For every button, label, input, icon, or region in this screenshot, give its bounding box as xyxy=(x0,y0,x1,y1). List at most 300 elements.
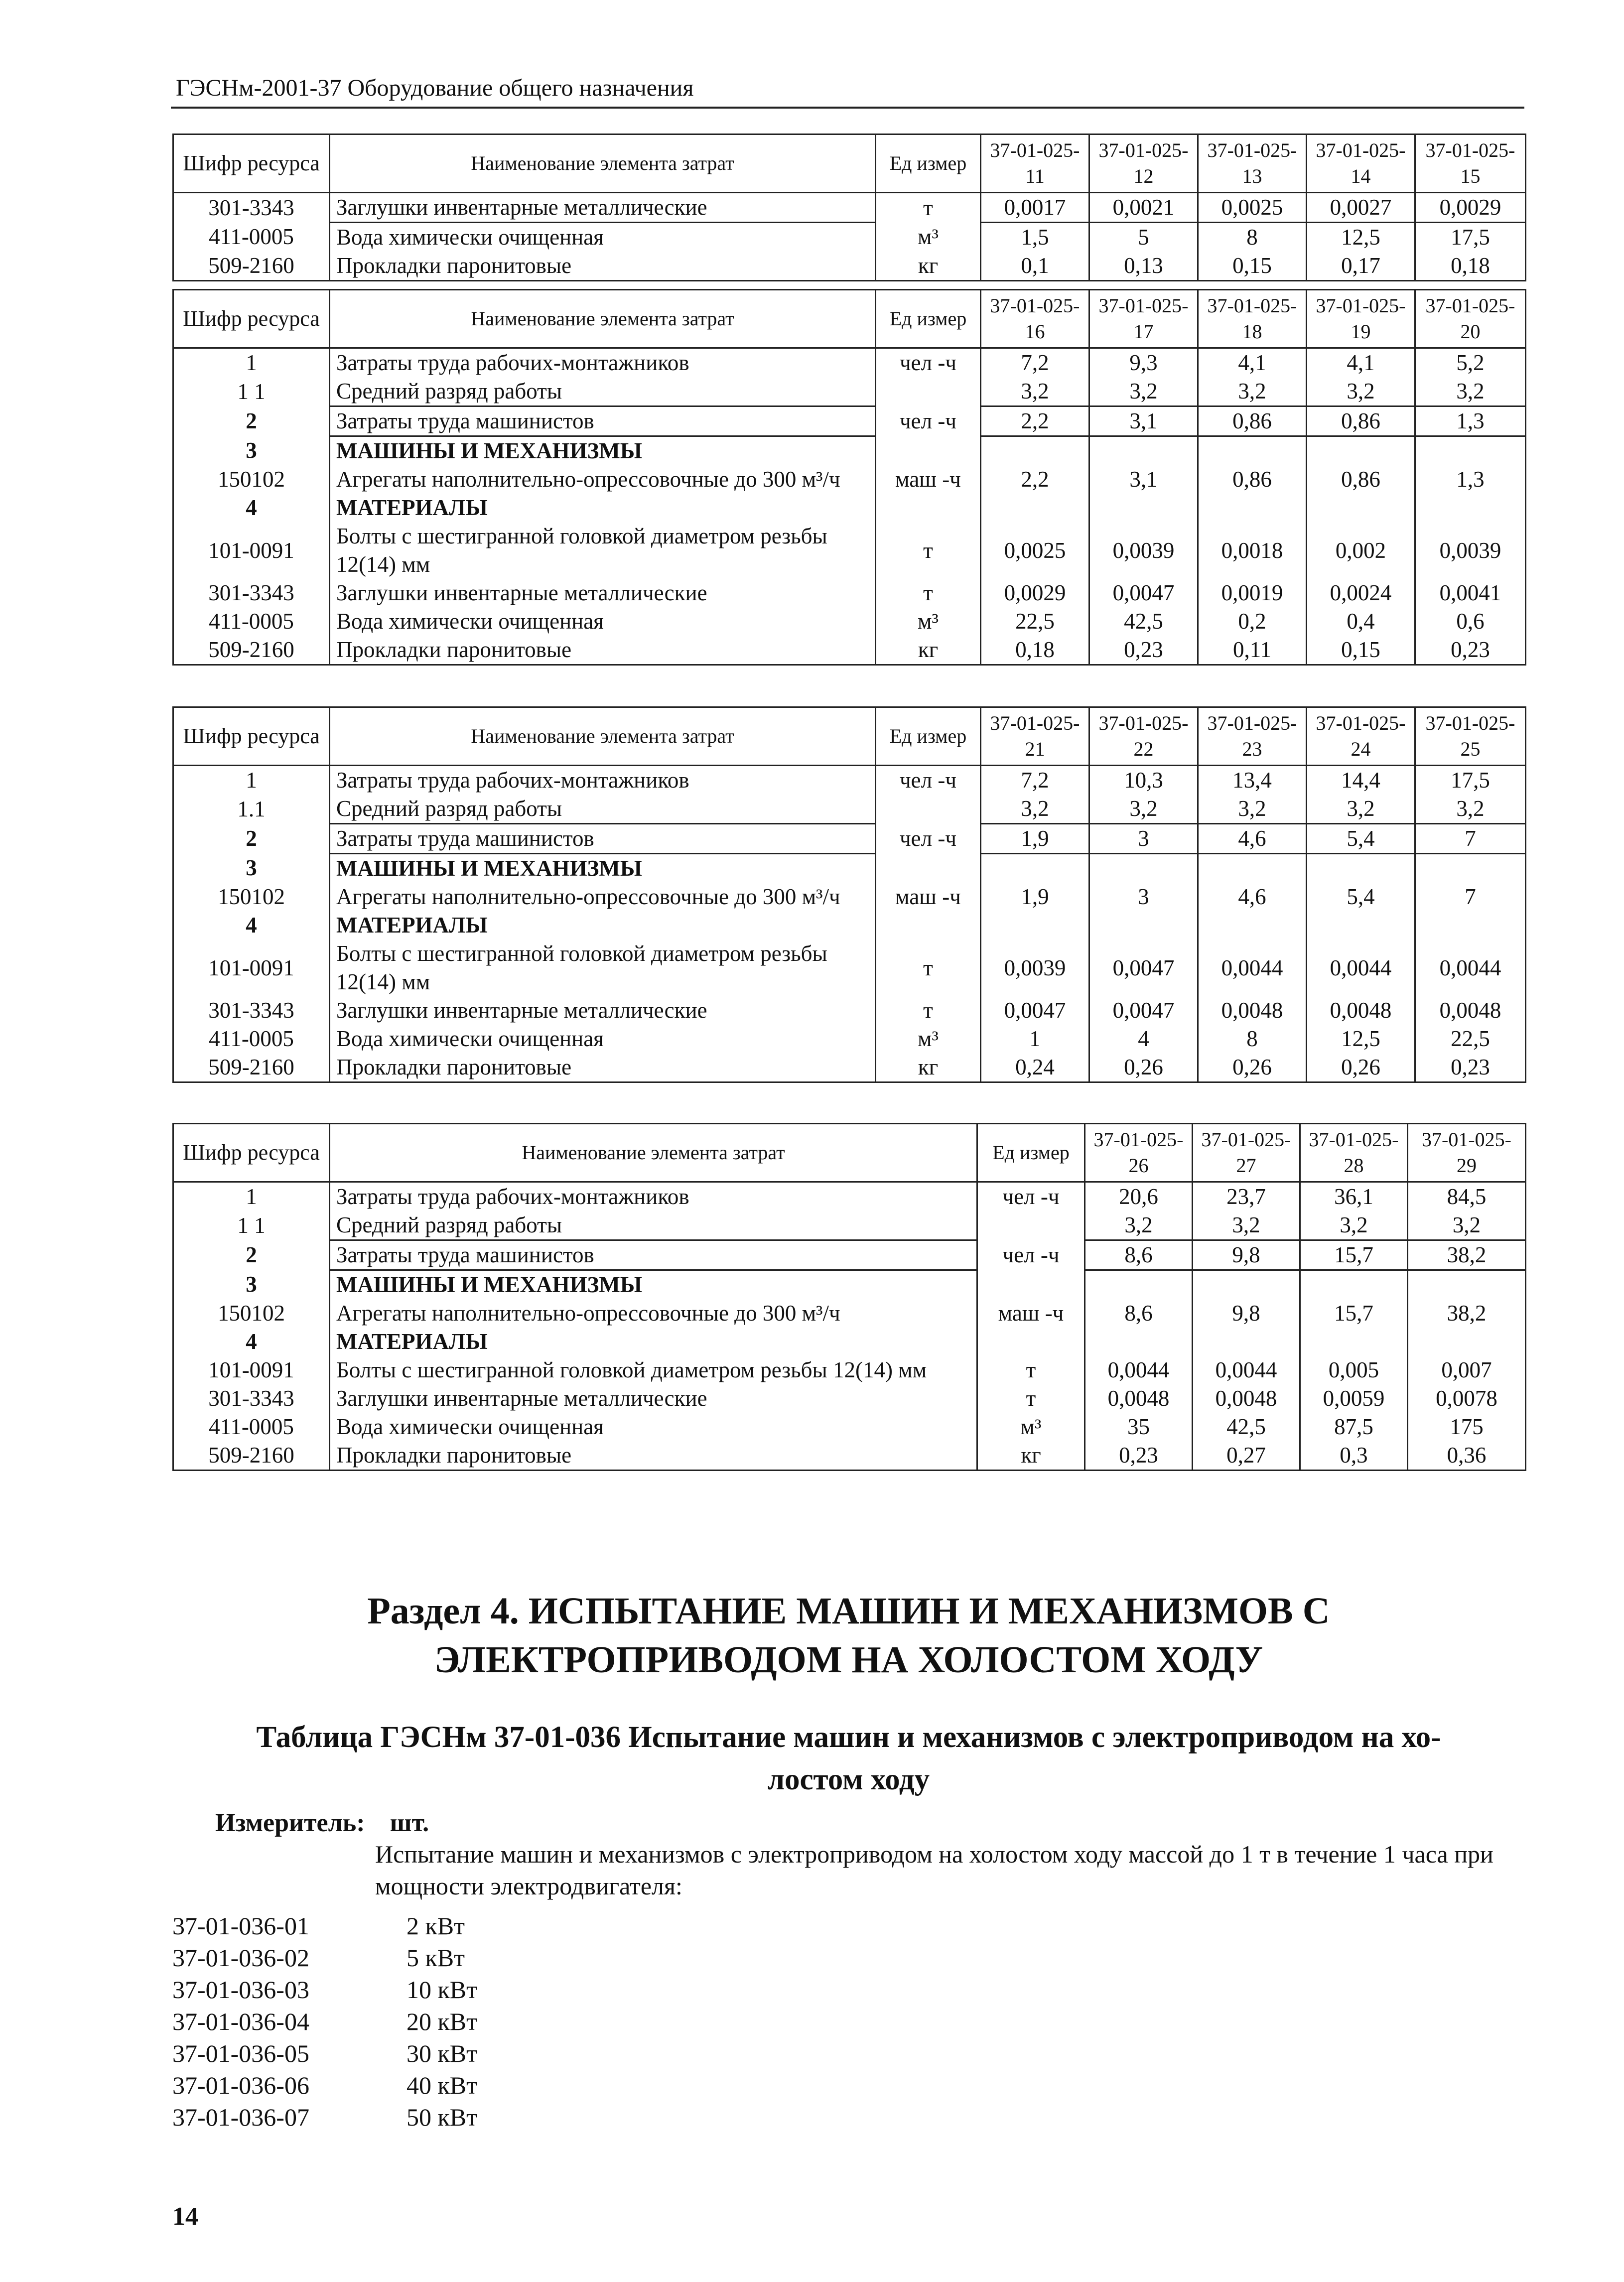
norm-code: 37-01-036-07 xyxy=(172,2103,309,2131)
resource-name: Прокладки паронитовые xyxy=(330,1053,876,1082)
resource-value: 0,18 xyxy=(1415,252,1526,281)
table-description: Испытание машин и механизмов с электроприводом на холостом ходу массой до 1 т в течение 1 часа при мощности электродвигателя: xyxy=(375,1840,1493,1900)
resource-value: 35 xyxy=(1085,1413,1193,1441)
resource-value: 0,86 xyxy=(1198,406,1307,436)
resource-name: Агрегаты наполнительно-опрессовочные до 300 м³/ч xyxy=(330,883,876,911)
table-row xyxy=(173,1441,1526,1471)
resource-unit: чел -ч xyxy=(876,766,981,795)
resource-value: 0,0047 xyxy=(1089,996,1198,1025)
resource-name: Средний разряд работы xyxy=(330,377,876,406)
resource-value: 9,8 xyxy=(1193,1299,1300,1328)
resource-value: 3,2 xyxy=(1307,377,1415,406)
resource-value: 1,3 xyxy=(1415,406,1526,436)
norm-power: 20 кВт xyxy=(406,2008,477,2035)
resource-value: 3,2 xyxy=(1198,795,1307,824)
resource-unit: чел -ч xyxy=(876,406,981,436)
resource-name: Болты с шестигранной головкой диаметром резьбы 12(14) мм xyxy=(330,940,876,996)
resource-unit: чел -ч xyxy=(977,1240,1085,1270)
resource-name: Вода химически очищенная xyxy=(330,223,876,252)
column-header-name: Наименование элемента затрат xyxy=(330,134,876,193)
table-header-row xyxy=(173,707,1526,766)
table-row xyxy=(173,436,1526,466)
resource-value: 0,26 xyxy=(1307,1053,1415,1082)
column-header-norm: 37-01-025-26 xyxy=(1085,1124,1193,1182)
resource-value: 4,6 xyxy=(1198,824,1307,854)
table-row xyxy=(173,1182,1526,1211)
resource-code: 150102 xyxy=(173,883,330,911)
resource-value: 38,2 xyxy=(1408,1299,1526,1328)
column-header-norm: 37-01-025-13 xyxy=(1198,134,1307,193)
column-header-norm: 37-01-025-22 xyxy=(1089,707,1198,766)
resource-unit: кг xyxy=(977,1441,1085,1471)
column-header-unit: Ед измер xyxy=(876,134,981,193)
section-code: 3 xyxy=(173,854,330,883)
resource-code: 1 xyxy=(173,348,330,378)
resource-value: 8,6 xyxy=(1085,1299,1193,1328)
resource-name: Агрегаты наполнительно-опрессовочные до 300 м³/ч xyxy=(330,465,876,494)
resource-value: 8,6 xyxy=(1085,1240,1193,1270)
resource-value: 0,26 xyxy=(1198,1053,1307,1082)
resource-code: 1 1 xyxy=(173,377,330,406)
resource-value: 3,2 xyxy=(1085,1211,1193,1240)
resource-value: 9,8 xyxy=(1193,1240,1300,1270)
resource-unit: кг xyxy=(876,1053,981,1082)
resource-value: 0,0047 xyxy=(1089,940,1198,996)
resource-value: 0,0019 xyxy=(1198,579,1307,607)
section-code: 3 xyxy=(173,436,330,466)
resource-value: 2,2 xyxy=(981,465,1089,494)
resource-value: 5,4 xyxy=(1307,824,1415,854)
section-code: 4 xyxy=(173,494,330,522)
resource-value: 0,0048 xyxy=(1198,996,1307,1025)
resource-value: 0,23 xyxy=(1085,1441,1193,1471)
norm-code: 37-01-036-03 xyxy=(172,1976,309,2004)
resource-value: 4 xyxy=(1089,1025,1198,1053)
norm-list xyxy=(172,1910,477,2133)
resource-value: 0,007 xyxy=(1408,1356,1526,1384)
resource-value: 14,4 xyxy=(1307,766,1415,795)
resource-unit: т xyxy=(876,579,981,607)
resource-table-4 xyxy=(172,1123,1526,1471)
resource-value: 0,0029 xyxy=(1415,193,1526,223)
column-header-norm: 37-01-025-17 xyxy=(1089,290,1198,348)
table-row xyxy=(173,636,1526,665)
resource-value: 0,2 xyxy=(1198,607,1307,636)
resource-code: 101-0091 xyxy=(173,1356,330,1384)
resource-value: 8 xyxy=(1198,1025,1307,1053)
table-row xyxy=(173,522,1526,579)
resource-code: 301-3343 xyxy=(173,1384,330,1413)
resource-value: 0,0039 xyxy=(1415,522,1526,579)
section-code: 4 xyxy=(173,911,330,940)
column-header-norm: 37-01-025-19 xyxy=(1307,290,1415,348)
table-row xyxy=(173,1384,1526,1413)
column-header-code: Шифр ресурса xyxy=(173,134,330,193)
resource-value: 3 xyxy=(1089,824,1198,854)
table-row xyxy=(173,1299,1526,1328)
resource-name: Заглушки инвентарные металлические xyxy=(330,1384,977,1413)
resource-code: 1 1 xyxy=(173,1211,330,1240)
resource-value: 0,1 xyxy=(981,252,1089,281)
resource-value: 1,9 xyxy=(981,883,1089,911)
resource-value: 0,0039 xyxy=(1089,522,1198,579)
resource-value: 20,6 xyxy=(1085,1182,1193,1211)
resource-value: 0,4 xyxy=(1307,607,1415,636)
resource-code: 1 xyxy=(173,766,330,795)
norm-code: 37-01-036-06 xyxy=(172,2071,309,2099)
resource-value: 7 xyxy=(1415,824,1526,854)
column-header-norm: 37-01-025-12 xyxy=(1089,134,1198,193)
resource-unit: чел -ч xyxy=(876,348,981,378)
column-header-code: Шифр ресурса xyxy=(173,290,330,348)
table-row xyxy=(173,348,1526,378)
table-row xyxy=(173,579,1526,607)
resource-name: Заглушки инвентарные металлические xyxy=(330,193,876,223)
norm-power: 2 кВт xyxy=(406,1912,465,1940)
resource-unit: маш -ч xyxy=(977,1299,1085,1328)
resource-value: 36,1 xyxy=(1300,1182,1408,1211)
table-row xyxy=(173,854,1526,883)
resource-value: 12,5 xyxy=(1307,1025,1415,1053)
resource-code: 411-0005 xyxy=(173,1025,330,1053)
resource-name: Затраты труда машинистов xyxy=(330,824,876,854)
resource-value: 0,0044 xyxy=(1307,940,1415,996)
column-header-norm: 37-01-025-28 xyxy=(1300,1124,1408,1182)
column-header-unit: Ед измер xyxy=(977,1124,1085,1182)
norm-code: 37-01-036-02 xyxy=(172,1944,309,1972)
resource-value: 0,0048 xyxy=(1415,996,1526,1025)
section-heading: МАШИНЫ И МЕХАНИЗМЫ xyxy=(330,436,876,466)
column-header-norm: 37-01-025-21 xyxy=(981,707,1089,766)
resource-value: 0,0029 xyxy=(981,579,1089,607)
resource-value: 1,9 xyxy=(981,824,1089,854)
column-header-norm: 37-01-025-20 xyxy=(1415,290,1526,348)
resource-unit: т xyxy=(876,996,981,1025)
resource-value: 7 xyxy=(1415,883,1526,911)
table-row xyxy=(173,1053,1526,1082)
resource-code: 509-2160 xyxy=(173,252,330,281)
resource-value: 4,1 xyxy=(1307,348,1415,378)
column-header-norm: 37-01-025-29 xyxy=(1408,1124,1526,1182)
resource-value: 0,0024 xyxy=(1307,579,1415,607)
resource-value: 1 xyxy=(981,1025,1089,1053)
list-item xyxy=(172,1974,477,2006)
resource-unit xyxy=(876,795,981,824)
resource-value: 4,1 xyxy=(1198,348,1307,378)
resource-value: 175 xyxy=(1408,1413,1526,1441)
column-header-norm: 37-01-025-25 xyxy=(1415,707,1526,766)
resource-value: 15,7 xyxy=(1300,1240,1408,1270)
section-heading: МАТЕРИАЛЫ xyxy=(330,911,876,940)
resource-unit xyxy=(977,1211,1085,1240)
column-header-norm: 37-01-025-11 xyxy=(981,134,1089,193)
section-heading: МАШИНЫ И МЕХАНИЗМЫ xyxy=(330,1270,977,1300)
resource-value: 2,2 xyxy=(981,406,1089,436)
resource-unit: т xyxy=(977,1384,1085,1413)
page-number: 14 xyxy=(172,2202,198,2231)
resource-name: Средний разряд работы xyxy=(330,795,876,824)
resource-value: 13,4 xyxy=(1198,766,1307,795)
resource-value: 3,2 xyxy=(981,377,1089,406)
table-title-line: Таблица ГЭСНм 37-01-036 Испытание машин и механизмов с электроприводом на хо- xyxy=(256,1721,1441,1754)
resource-name: Прокладки паронитовые xyxy=(330,636,876,665)
section-heading: МАТЕРИАЛЫ xyxy=(330,494,876,522)
resource-unit: чел -ч xyxy=(977,1182,1085,1211)
resource-value: 0,0048 xyxy=(1193,1384,1300,1413)
resource-unit: кг xyxy=(876,252,981,281)
resource-name: Агрегаты наполнительно-опрессовочные до 300 м³/ч xyxy=(330,1299,977,1328)
table-title-line: лостом ходу xyxy=(767,1763,930,1796)
resource-value: 5 xyxy=(1089,223,1198,252)
resource-unit: м³ xyxy=(977,1413,1085,1441)
resource-value: 0,27 xyxy=(1193,1441,1300,1471)
list-item xyxy=(172,2101,477,2133)
resource-code: 301-3343 xyxy=(173,579,330,607)
measure-value: шт. xyxy=(390,1809,429,1837)
resource-code: 411-0005 xyxy=(173,223,330,252)
column-header-norm: 37-01-025-23 xyxy=(1198,707,1307,766)
norm-code: 37-01-036-01 xyxy=(172,1912,309,1940)
resource-name: Вода химически очищенная xyxy=(330,607,876,636)
resource-unit: м³ xyxy=(876,223,981,252)
resource-name: Затраты труда рабочих-монтажников xyxy=(330,348,876,378)
resource-code: 2 xyxy=(173,1240,330,1270)
table-header-row xyxy=(173,134,1526,193)
section-code: 3 xyxy=(173,1270,330,1300)
list-item xyxy=(172,2006,477,2037)
section-title xyxy=(172,1587,1525,1684)
resource-value: 0,005 xyxy=(1300,1356,1408,1384)
resource-unit: т xyxy=(876,193,981,223)
norm-code: 37-01-036-04 xyxy=(172,2008,309,2035)
resource-name: Прокладки паронитовые xyxy=(330,1441,977,1471)
resource-name: Болты с шестигранной головкой диаметром резьбы 12(14) мм xyxy=(330,522,876,579)
resource-value: 0,0047 xyxy=(981,996,1089,1025)
resource-value: 0,0047 xyxy=(1089,579,1198,607)
resource-value: 1,3 xyxy=(1415,465,1526,494)
page-header xyxy=(171,71,1524,109)
column-header-norm: 37-01-025-14 xyxy=(1307,134,1415,193)
column-header-name: Наименование элемента затрат xyxy=(330,290,876,348)
resource-code: 2 xyxy=(173,406,330,436)
resource-value: 38,2 xyxy=(1408,1240,1526,1270)
resource-value: 87,5 xyxy=(1300,1413,1408,1441)
resource-name: Затраты труда машинистов xyxy=(330,1240,977,1270)
resource-code: 301-3343 xyxy=(173,193,330,223)
table-row xyxy=(173,377,1526,406)
table-header-row xyxy=(173,1124,1526,1182)
norm-power: 50 кВт xyxy=(406,2103,477,2131)
table-row xyxy=(173,193,1526,223)
resource-value: 15,7 xyxy=(1300,1299,1408,1328)
table-row xyxy=(173,1240,1526,1270)
resource-code: 150102 xyxy=(173,1299,330,1328)
resource-value: 0,6 xyxy=(1415,607,1526,636)
resource-value: 0,13 xyxy=(1089,252,1198,281)
resource-value: 0,0025 xyxy=(981,522,1089,579)
section-heading: МАТЕРИАЛЫ xyxy=(330,1328,977,1356)
running-title: ГЭСНм-2001-37 Оборудование общего назначения xyxy=(176,75,694,101)
resource-value: 17,5 xyxy=(1415,766,1526,795)
list-item xyxy=(172,1942,477,1974)
resource-value: 0,0044 xyxy=(1415,940,1526,996)
resource-value: 7,2 xyxy=(981,348,1089,378)
norm-power: 5 кВт xyxy=(406,1944,465,1972)
list-item xyxy=(172,2037,477,2069)
resource-value: 0,0059 xyxy=(1300,1384,1408,1413)
resource-value: 84,5 xyxy=(1408,1182,1526,1211)
resource-unit xyxy=(876,377,981,406)
resource-table-1 xyxy=(172,134,1526,281)
column-header-code: Шифр ресурса xyxy=(173,1124,330,1182)
resource-value: 0,0018 xyxy=(1198,522,1307,579)
resource-value: 0,0044 xyxy=(1198,940,1307,996)
resource-value: 0,0041 xyxy=(1415,579,1526,607)
table-row xyxy=(173,406,1526,436)
column-header-norm: 37-01-025-16 xyxy=(981,290,1089,348)
resource-value: 23,7 xyxy=(1193,1182,1300,1211)
resource-code: 411-0005 xyxy=(173,1413,330,1441)
resource-code: 509-2160 xyxy=(173,1053,330,1082)
resource-value: 3,2 xyxy=(1198,377,1307,406)
resource-value: 0,11 xyxy=(1198,636,1307,665)
resource-unit: т xyxy=(977,1356,1085,1384)
resource-value: 0,0021 xyxy=(1089,193,1198,223)
resource-unit: маш -ч xyxy=(876,465,981,494)
resource-value: 5,4 xyxy=(1307,883,1415,911)
resource-value: 0,0027 xyxy=(1307,193,1415,223)
resource-unit: кг xyxy=(876,636,981,665)
resource-value: 0,15 xyxy=(1198,252,1307,281)
resource-value: 0,17 xyxy=(1307,252,1415,281)
resource-unit: чел -ч xyxy=(876,824,981,854)
resource-table-2 xyxy=(172,289,1526,666)
resource-unit: м³ xyxy=(876,1025,981,1053)
resource-value: 0,0017 xyxy=(981,193,1089,223)
column-header-norm: 37-01-025-15 xyxy=(1415,134,1526,193)
resource-value: 10,3 xyxy=(1089,766,1198,795)
resource-value: 3,2 xyxy=(981,795,1089,824)
table-row xyxy=(173,465,1526,494)
resource-value: 12,5 xyxy=(1307,223,1415,252)
resource-value: 7,2 xyxy=(981,766,1089,795)
resource-code: 509-2160 xyxy=(173,1441,330,1471)
resource-value: 3,2 xyxy=(1089,795,1198,824)
resource-value: 3,2 xyxy=(1408,1211,1526,1240)
resource-code: 301-3343 xyxy=(173,996,330,1025)
resource-value: 17,5 xyxy=(1415,223,1526,252)
resource-table-3 xyxy=(172,706,1526,1083)
measure-unit xyxy=(215,1808,429,1838)
resource-value: 0,86 xyxy=(1307,406,1415,436)
resource-value: 3,1 xyxy=(1089,406,1198,436)
resource-name: Вода химически очищенная xyxy=(330,1025,876,1053)
resource-unit: т xyxy=(876,940,981,996)
resource-name: Средний разряд работы xyxy=(330,1211,977,1240)
table-row xyxy=(173,1328,1526,1356)
resource-code: 101-0091 xyxy=(173,522,330,579)
column-header-norm: 37-01-025-27 xyxy=(1193,1124,1300,1182)
resource-value: 5,2 xyxy=(1415,348,1526,378)
resource-value: 3,1 xyxy=(1089,465,1198,494)
table-title xyxy=(172,1716,1525,1801)
column-header-name: Наименование элемента затрат xyxy=(330,707,876,766)
resource-name: Заглушки инвентарные металлические xyxy=(330,996,876,1025)
resource-code: 1 xyxy=(173,1182,330,1211)
table-row xyxy=(173,494,1526,522)
resource-value: 4,6 xyxy=(1198,883,1307,911)
resource-unit: м³ xyxy=(876,607,981,636)
resource-code: 2 xyxy=(173,824,330,854)
resource-name: Болты с шестигранной головкой диаметром резьбы 12(14) мм xyxy=(330,1356,977,1384)
table-row xyxy=(173,607,1526,636)
table-row xyxy=(173,940,1526,996)
table-row xyxy=(173,1025,1526,1053)
resource-value: 0,23 xyxy=(1089,636,1198,665)
table-row xyxy=(173,824,1526,854)
resource-value: 0,0039 xyxy=(981,940,1089,996)
resource-unit: т xyxy=(876,522,981,579)
resource-value: 9,3 xyxy=(1089,348,1198,378)
resource-value: 0,0048 xyxy=(1307,996,1415,1025)
table-row xyxy=(173,1356,1526,1384)
table-row xyxy=(173,795,1526,824)
column-header-code: Шифр ресурса xyxy=(173,707,330,766)
section-title-line: ЭЛЕКТРОПРИВОДОМ НА ХОЛОСТОМ ХОДУ xyxy=(434,1639,1263,1681)
resource-value: 0,0078 xyxy=(1408,1384,1526,1413)
resource-value: 3,2 xyxy=(1300,1211,1408,1240)
resource-value: 0,0048 xyxy=(1085,1384,1193,1413)
resource-value: 0,18 xyxy=(981,636,1089,665)
resource-unit: маш -ч xyxy=(876,883,981,911)
resource-value: 0,26 xyxy=(1089,1053,1198,1082)
resource-code: 509-2160 xyxy=(173,636,330,665)
column-header-norm: 37-01-025-24 xyxy=(1307,707,1415,766)
table-row xyxy=(173,1270,1526,1300)
table-row xyxy=(173,996,1526,1025)
resource-code: 150102 xyxy=(173,465,330,494)
table-row xyxy=(173,766,1526,795)
resource-name: Затраты труда машинистов xyxy=(330,406,876,436)
resource-value: 1,5 xyxy=(981,223,1089,252)
resource-name: Заглушки инвентарные металлические xyxy=(330,579,876,607)
column-header-unit: Ед измер xyxy=(876,707,981,766)
table-row xyxy=(173,252,1526,281)
section-code: 4 xyxy=(173,1328,330,1356)
list-item xyxy=(172,1910,477,1942)
table-row xyxy=(173,911,1526,940)
column-header-norm: 37-01-025-18 xyxy=(1198,290,1307,348)
resource-code: 101-0091 xyxy=(173,940,330,996)
resource-code: 411-0005 xyxy=(173,607,330,636)
resource-value: 3 xyxy=(1089,883,1198,911)
resource-value: 3,2 xyxy=(1307,795,1415,824)
table-row xyxy=(173,1413,1526,1441)
measure-label: Измеритель: xyxy=(215,1809,365,1837)
resource-value: 3,2 xyxy=(1415,377,1526,406)
table-header-row xyxy=(173,290,1526,348)
resource-value: 0,002 xyxy=(1307,522,1415,579)
resource-value: 22,5 xyxy=(981,607,1089,636)
list-item xyxy=(172,2069,477,2101)
resource-value: 0,86 xyxy=(1307,465,1415,494)
resource-value: 0,3 xyxy=(1300,1441,1408,1471)
resource-value: 3,2 xyxy=(1193,1211,1300,1240)
resource-name: Прокладки паронитовые xyxy=(330,252,876,281)
column-header-unit: Ед измер xyxy=(876,290,981,348)
resource-value: 8 xyxy=(1198,223,1307,252)
resource-value: 0,36 xyxy=(1408,1441,1526,1471)
